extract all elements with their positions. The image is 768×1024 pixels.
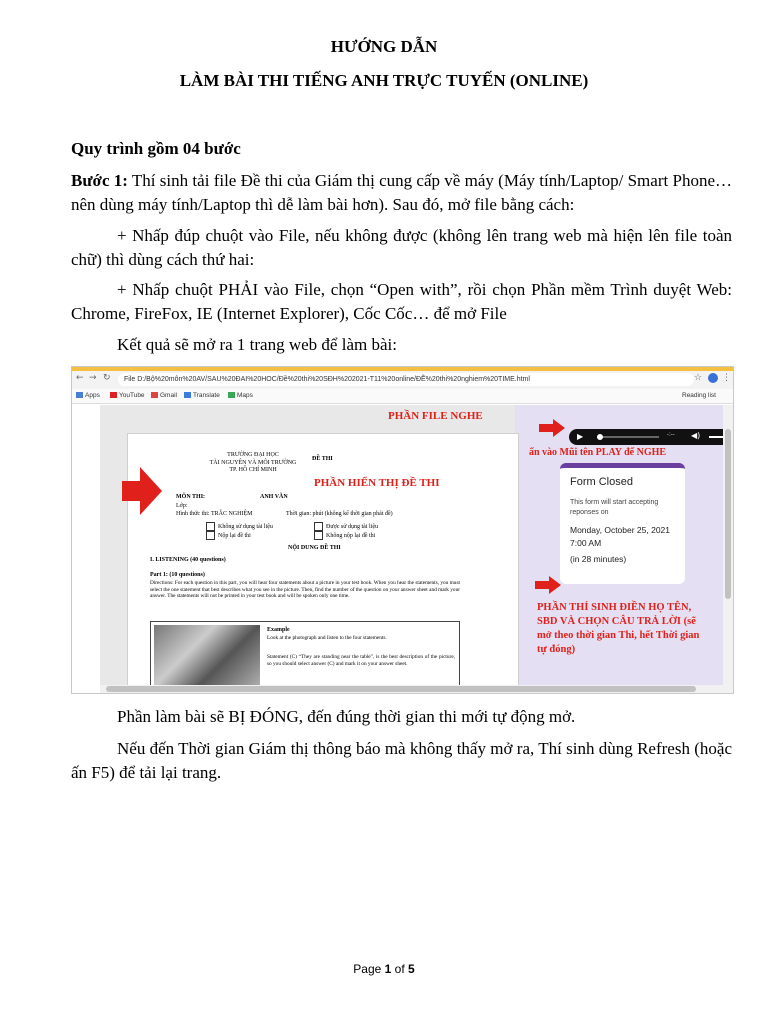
bookmark-youtube: YouTube [110,389,145,403]
label-play: ấn vào Mũi tên PLAY để NGHE [529,447,667,458]
menu-icon: ⋮ [722,373,731,383]
statement-text: Statement (C) “They are standing near the table”, is the best description of the picture, so you should select answer (C) and mark it on your answer sheet. [267,654,455,667]
form-closed-card [560,463,685,584]
part1-heading: Part 1: (10 questions) [150,572,205,578]
label-thi-sinh: PHẦN THÍ SINH ĐIỀN HỌ TÊN, SBD VÀ CHỌN CÂU TRẢ LỜI (sẽ mở theo thời gian Thi, hết Thời gian tự đóng) [537,602,700,655]
form-message: This form will start accepting reponses on [570,499,659,516]
bookmark-translate: Translate [184,389,220,403]
checkbox-2: Được sử dụng tài liệu [314,522,378,531]
step1-paragraph [71,169,732,217]
option2-paragraph: + Nhấp chuột PHẢI vào File, chọn “Open with”, rồi chọn Phần mềm Trình duyệt Web: Chrome, FireFox, IE (Internet Explorer), Cốc Cốc… để mở File [71,280,732,323]
forward-icon: → [89,373,97,383]
reading-list: Reading list [682,392,716,399]
section-heading: Quy trình gồm 04 bước [71,139,241,158]
form-date: Monday, October 25, 2021 7:00 AM [570,525,671,548]
mon-thi-label: MÔN THI: [176,494,206,500]
page-footer: Page 1 of 5 [353,962,415,976]
doc-title: HƯỚNG DẪN [330,37,438,56]
label-de-thi: PHẦN HIỂN THỊ ĐỀ THI [314,477,440,489]
checkbox-3: Nộp lại đề thi [206,531,251,540]
directions-text: Directions: For each question in this part, you will hear four statements about a picture in your test book. When you hear the statements, you must select the one statement that best describes what you see in the picture. Then, find the number of the question on your answer sheet and mark your answer. The statements will not be printed in your test book and will be spoken only one time. [150,580,460,600]
footer-total: 5 [408,962,415,976]
address-bar: File D:/Bộ%20môn%20AV/SAU%20ĐAI%20HOC/Đề%20thi%20SĐH%202021-T11%20online/ĐỀ%20thi%20nghiem%20TIME.html [118,373,694,386]
footer-page: 1 [384,962,392,976]
after-paragraph-1: Phần làm bài sẽ BỊ ĐÓNG, đến đúng thời gian thi mới tự động mở. [117,707,576,726]
browser-toolbar [72,367,733,390]
form-arrow-icon [535,576,561,594]
noi-dung-heading: NỘI DUNG ĐỀ THI [288,545,341,551]
example-text: Look at the photograph and listen to the four statements. [267,635,387,641]
horizontal-scrollbar[interactable] [100,685,723,693]
after-paragraph-2: Nếu đến Thời gian Giám thị thông báo mà không thấy mở ra, Thí sinh dùng Refresh (hoặc ấn F5) để tải lại trang. [71,739,732,782]
doc-subtitle: LÀM BÀI THI TIẾNG ANH TRỰC TUYẾN (ONLINE) [179,71,589,90]
vertical-scrollbar[interactable] [723,405,733,693]
example-photo [154,625,260,694]
step1-text: Thí sinh tải file Đề thi của Giám thị cung cấp về máy (Máy tính/Laptop/ Smart Phone… nên dùng máy tính/Laptop thì dễ làm bài hơn). Sau đó, mở file bằng cách: [71,171,732,214]
audio-time: -:-- [667,432,675,438]
option1-paragraph: + Nhấp đúp chuột vào File, nếu không được (không lên trang web mà hiện lên file toàn chữ) thì dùng cách thứ hai: [71,226,732,269]
profile-icon [708,373,718,383]
reload-icon: ↻ [103,373,111,383]
exam-arrow-icon [122,467,162,515]
exam-title: ĐỀ THI [312,456,333,462]
bookmark-maps: Maps [228,389,253,403]
browser-screenshot [71,366,734,694]
player-arrow-icon [539,419,565,437]
thoi-gian: Thời gian: phút (không kể thời gian phát đề) [286,511,393,517]
label-file-nghe: PHẦN FILE NGHE [388,410,483,422]
bookmarks-bar [72,389,733,404]
mon-thi-value: ANH VĂN [260,494,288,500]
school-name: TRƯỜNG ĐẠI HỌC TÀI NGUYÊN VÀ MÔI TRƯỜNG TP. HỒ CHÍ MINH [209,452,297,473]
star-icon: ☆ [694,373,703,383]
lop-label: Lớp: [176,503,188,509]
example-label: Example [267,627,290,633]
bookmark-gmail: Gmail [151,389,177,403]
result-paragraph: Kết quả sẽ mở ra 1 trang web để làm bài: [117,335,397,354]
play-icon[interactable]: ▶ [577,432,584,441]
form-title: Form Closed [570,476,633,488]
example-box [150,621,460,694]
hinh-thuc: Hình thức thi: TRẮC NGHIỆM [176,511,253,517]
listening-heading: I. LISTENING (40 questions) [150,557,226,563]
exam-page [127,433,519,694]
audio-player[interactable] [569,429,732,445]
volume-icon[interactable]: ◀) [691,431,701,440]
audio-progress[interactable] [597,436,659,438]
form-remaining: (in 28 minutes) [570,554,627,564]
checkbox-4: Không nộp lại đề thi [314,531,375,540]
step1-label: Bước 1: [71,171,128,190]
checkbox-1: Không sử dụng tài liệu [206,522,273,531]
back-icon: ← [76,373,84,383]
bookmark-apps: Apps [76,389,100,403]
